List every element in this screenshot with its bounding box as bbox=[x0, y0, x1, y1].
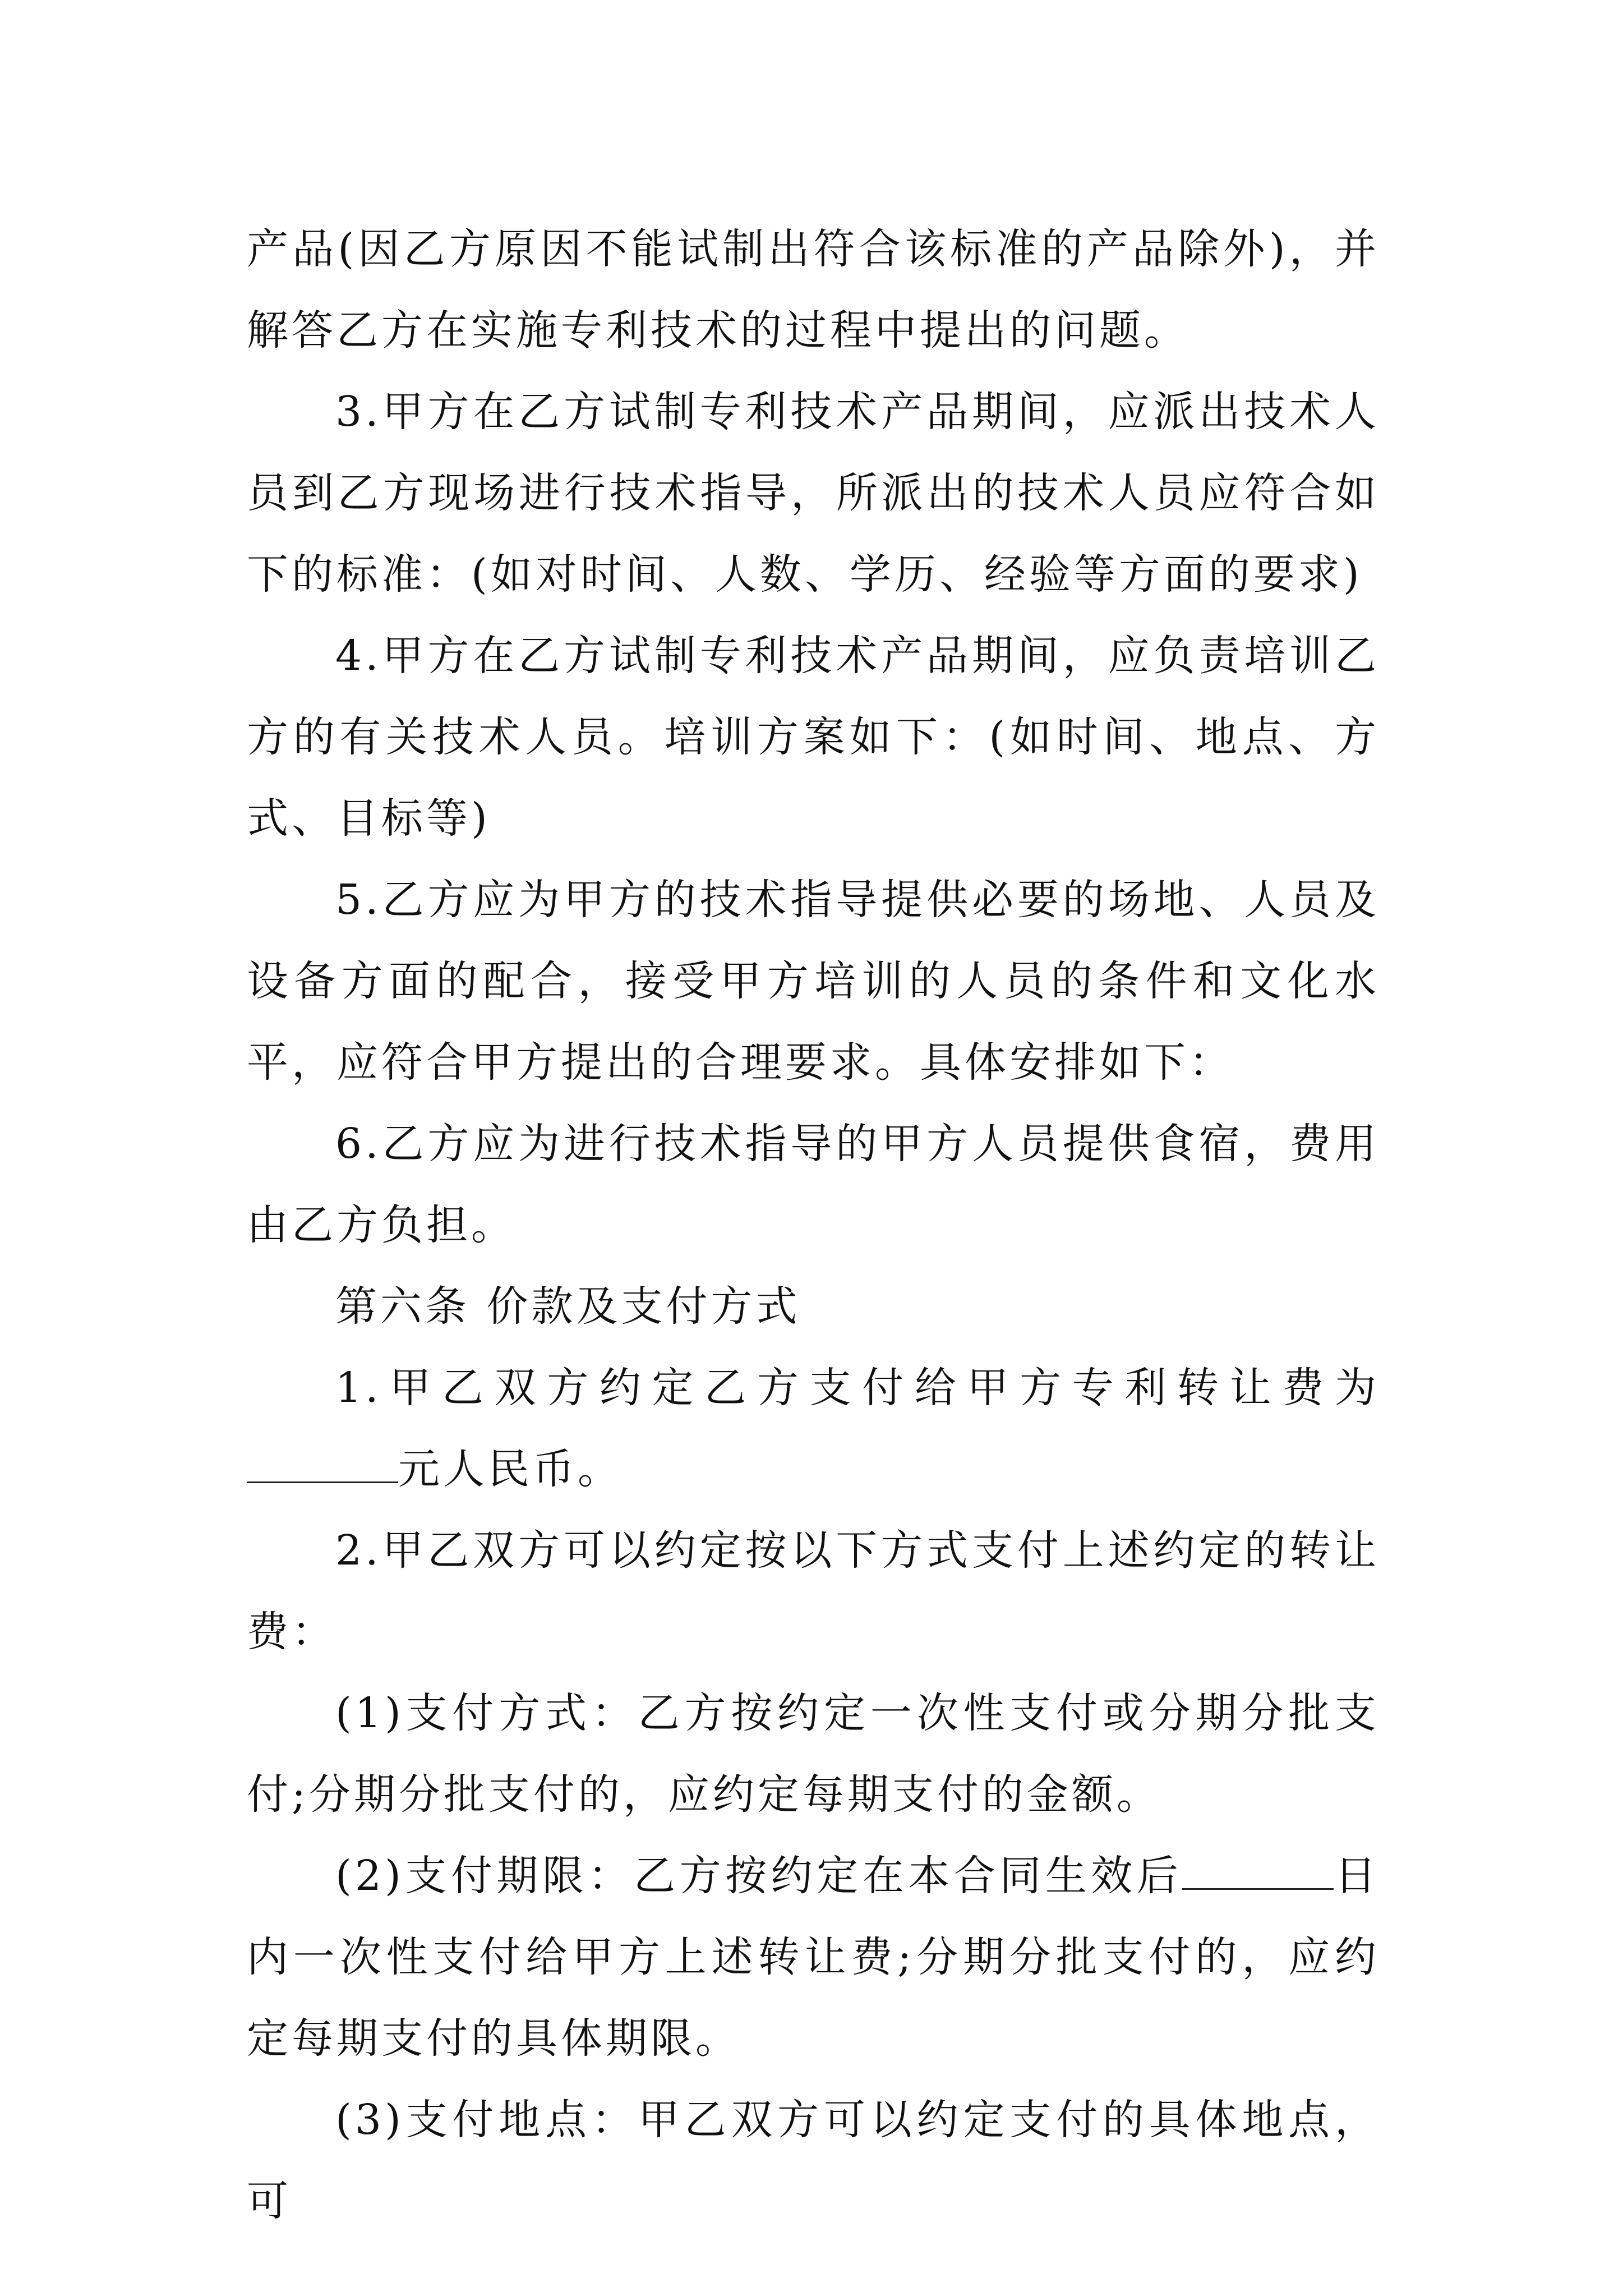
paragraph-payment-method: (1)支付方式：乙方按约定一次性支付或分期分批支付;分期分批支付的，应约定每期支付的金额。 bbox=[247, 1689, 1380, 1819]
paragraph-item-6: 6.乙方应为进行技术指导的甲方人员提供食宿，费用由乙方负担。 bbox=[247, 1120, 1380, 1249]
payment-deadline-text: (2)支付期限：乙方按约定在本合同生效后 bbox=[335, 1852, 1183, 1900]
paragraph-payment-deadline bbox=[247, 1835, 1380, 2079]
paragraph-product-standard: 产品(因乙方原因不能试制出符合该标准的产品除外)，并解答乙方在实施专利技术的过程中提出的问题。 bbox=[247, 225, 1380, 355]
document-body bbox=[247, 209, 1380, 2242]
payment-amount-unit: 元人民币。 bbox=[398, 1445, 623, 1493]
paragraph-payment-method-intro: 2.甲乙双方可以约定按以下方式支付上述约定的转让费： bbox=[247, 1526, 1380, 1656]
paragraph-item-5: 5.乙方应为甲方的技术指导提供必要的场地、人员及设备方面的配合，接受甲方培训的人员的条件和文化水平，应符合甲方提出的合理要求。具体安排如下： bbox=[247, 876, 1380, 1087]
paragraph-item-3: 3.甲方在乙方试制专利技术产品期间，应派出技术人员到乙方现场进行技术指导，所派出的技术人员应符合如下的标准：(如对时间、人数、学历、经验等方面的要求) bbox=[247, 388, 1380, 599]
paragraph-payment-location: (3)支付地点：甲乙双方可以约定支付的具体地点，可 bbox=[247, 2096, 1380, 2225]
payment-deadline-rest: 日内一次性支付给甲方上述转让费;分期分批支付的，应约定每期支付的具体期限。 bbox=[247, 1852, 1380, 2063]
days-blank-field bbox=[1182, 1855, 1334, 1890]
payment-amount-text: 1.甲乙双方约定乙方支付给甲方专利转让费为 bbox=[335, 1364, 1380, 1412]
paragraph-item-4: 4.甲方在乙方试制专利技术产品期间，应负责培训乙方的有关技术人员。培训方案如下：(如时间、地点、方式、目标等) bbox=[247, 632, 1380, 843]
amount-blank-field bbox=[247, 1448, 398, 1483]
section-heading-article-6: 第六条 价款及支付方式 bbox=[335, 1282, 801, 1331]
paragraph-payment-amount bbox=[247, 1347, 1380, 1510]
